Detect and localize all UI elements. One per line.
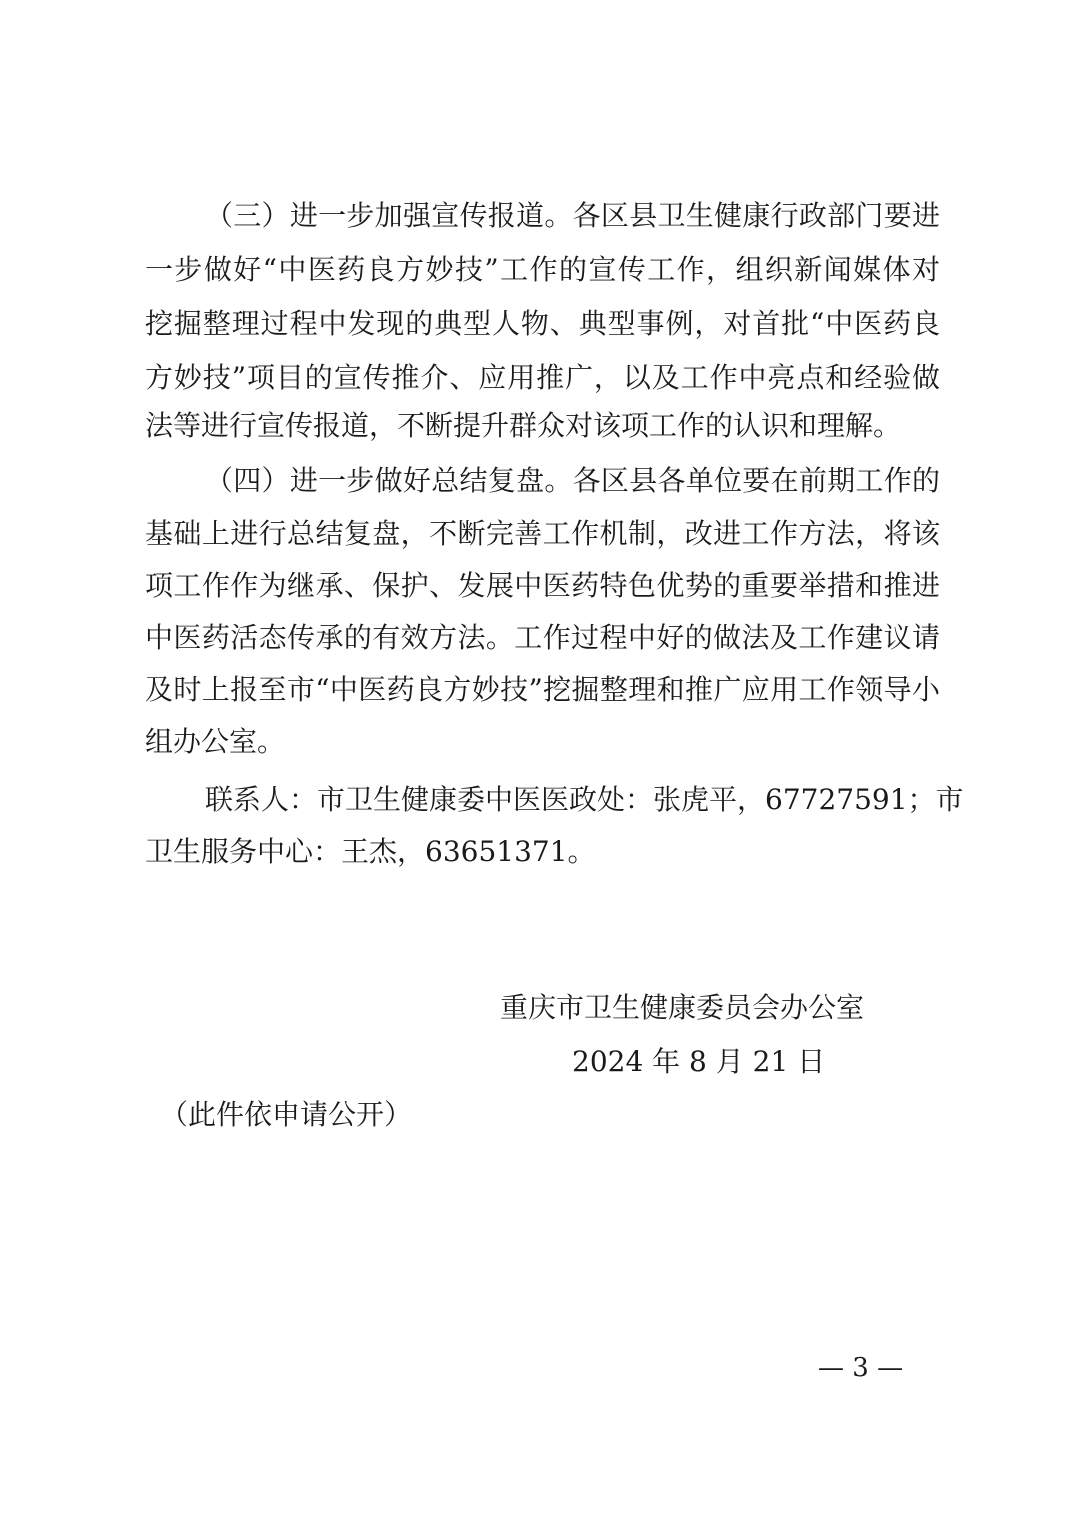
paragraph-line: 一步做好“中医药良方妙技”工作的宣传工作，组织新闻媒体对 <box>145 253 940 286</box>
disclosure-note: （此件依申请公开） <box>160 1098 413 1131</box>
paragraph-line: 组办公室。 <box>145 725 286 758</box>
contact-line: 卫生服务中心：王杰，63651371。 <box>145 835 596 868</box>
issuer-name: 重庆市卫生健康委员会办公室 <box>500 991 865 1024</box>
paragraph-line: 方妙技”项目的宣传推介、应用推广，以及工作中亮点和经验做 <box>145 361 940 394</box>
contact-line: 联系人：市卫生健康委中医医政处：张虎平，67727591；市 <box>205 783 964 816</box>
paragraph-line: 项工作作为继承、保护、发展中医药特色优势的重要举措和推进 <box>145 569 940 602</box>
paragraph-line: 基础上进行总结复盘，不断完善工作机制，改进工作方法，将该 <box>145 517 940 550</box>
paragraph-line: （三）进一步加强宣传报道。各区县卫生健康行政部门要进 <box>205 199 940 232</box>
issue-date: 2024 年 8 月 21 日 <box>572 1045 826 1078</box>
paragraph-line: 及时上报至市“中医药良方妙技”挖掘整理和推广应用工作领导小 <box>145 673 940 706</box>
paragraph-line: 挖掘整理过程中发现的典型人物、典型事例，对首批“中医药良 <box>145 307 940 340</box>
paragraph-line: 法等进行宣传报道，不断提升群众对该项工作的认识和理解。 <box>145 409 902 442</box>
paragraph-line: 中医药活态传承的有效方法。工作过程中好的做法及工作建议请 <box>145 621 940 654</box>
paragraph-line: （四）进一步做好总结复盘。各区县各单位要在前期工作的 <box>205 464 940 497</box>
page-number: — 3 — <box>818 1353 904 1383</box>
